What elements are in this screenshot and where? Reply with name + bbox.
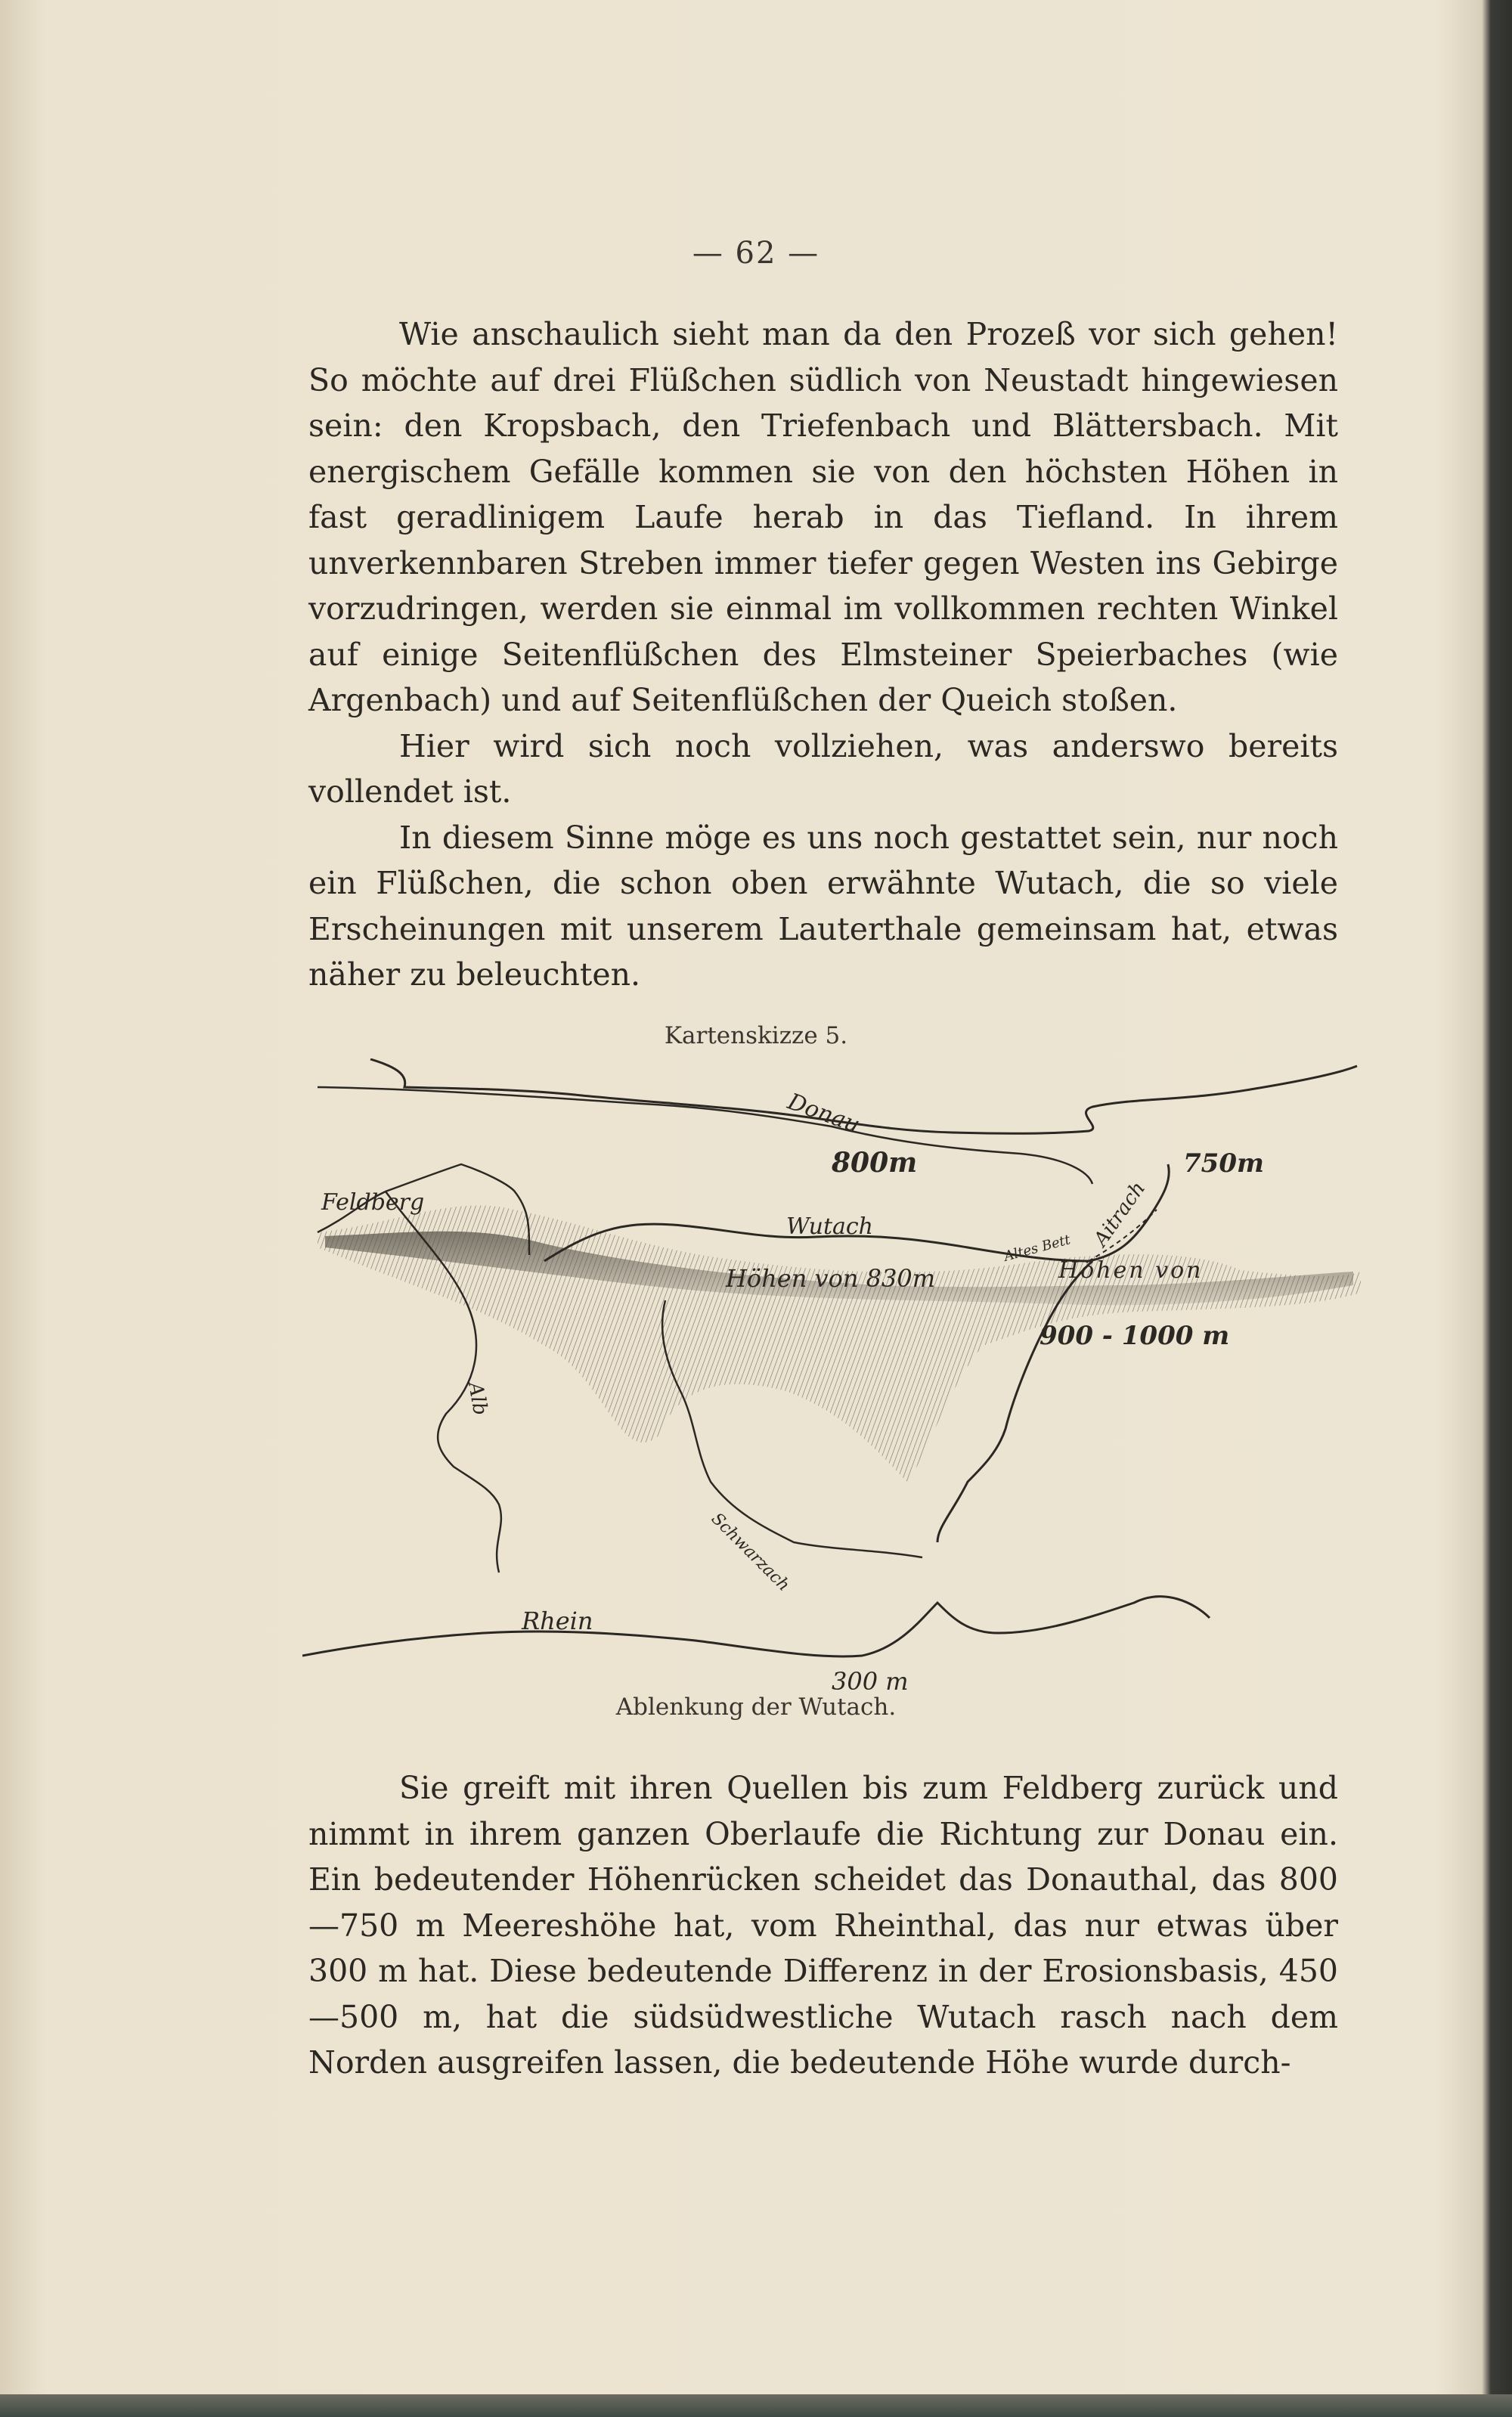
text-block-bottom bbox=[308, 1765, 1338, 2086]
label-hoehen-von: Höhen von bbox=[1058, 1257, 1204, 1284]
paragraph: Sie greift mit ihren Quellen bis zum Feldberg zurück und nimmt in ihrem ganzen Oberlaufe die Richtung zur Donau ein. Ein bedeutender Höhenrücken scheidet das Donauthal, das 800—750 m Meereshöhe hat, vom Rheinthal, das nur etwas über 300 m hat. Diese bedeutende Differenz in der Erosionsbasis, 450—500 m, hat die südsüdwestliche Wutach rasch nach dem Norden ausgreifen lassen, die bedeutende Höhe wurde durch- bbox=[308, 1770, 1338, 2081]
paragraph: In diesem Sinne möge es uns noch gestattet sein, nur noch ein Flüßchen, die schon oben erwähnte Wutach, die so viele Erscheinungen mit unserem Lauterthale gemeinsam hat, etwas näher zu beleuchten. bbox=[308, 819, 1338, 993]
page-edge-band bbox=[0, 2394, 1512, 2417]
label-900-1000m: 900 - 1000 m bbox=[1040, 1321, 1230, 1351]
map-sketch bbox=[302, 1058, 1361, 1693]
figure-title: Kartenskizze 5. bbox=[664, 1022, 848, 1049]
label-wutach: Wutach bbox=[786, 1213, 874, 1240]
label-750m: 750m bbox=[1183, 1148, 1264, 1179]
label-feldberg: Feldberg bbox=[321, 1189, 425, 1216]
river-donau-lower bbox=[318, 1087, 1092, 1184]
label-300m: 300 m bbox=[832, 1667, 909, 1693]
paragraph: Hier wird sich noch vollziehen, was anderswo bereits vollendet ist. bbox=[308, 727, 1338, 810]
label-alb: Alb bbox=[463, 1380, 492, 1418]
label-aitrach: Aitrach bbox=[1089, 1177, 1151, 1251]
text-block-top bbox=[308, 311, 1338, 998]
figure-caption: Ablenkung der Wutach. bbox=[615, 1693, 897, 1721]
label-altes-bett: Altes Bett bbox=[1002, 1232, 1073, 1265]
label-donau: Donau bbox=[784, 1088, 863, 1139]
label-hoehen-830: Höhen von 830m bbox=[726, 1264, 936, 1293]
river-rhein bbox=[302, 1597, 1210, 1656]
label-rhein: Rhein bbox=[522, 1607, 593, 1635]
label-schwarzach: Schwarzach bbox=[707, 1509, 794, 1595]
paragraph: Wie anschaulich sieht man da den Prozeß vor sich gehen! So möchte auf drei Flüßchen südlich von Neustadt hingewiesen sein: den Kropsbach, den Triefenbach und Blättersbach. Mit energischem Gefälle kommen sie von den höchsten Höhen in fast geradlinigem Laufe herab in das Tiefland. In ihrem unverkennbaren Streben immer tiefer gegen Westen ins Gebirge vorzudringen, werden sie einmal im vollkommen rechten Winkel auf einige Seitenflüßchen des Elmsteiner Speierbaches (wie Argenbach) und auf Seitenflüßchen der Queich stoßen. bbox=[308, 316, 1338, 718]
page-number: — 62 — bbox=[692, 236, 820, 271]
label-800m: 800m bbox=[832, 1147, 918, 1179]
